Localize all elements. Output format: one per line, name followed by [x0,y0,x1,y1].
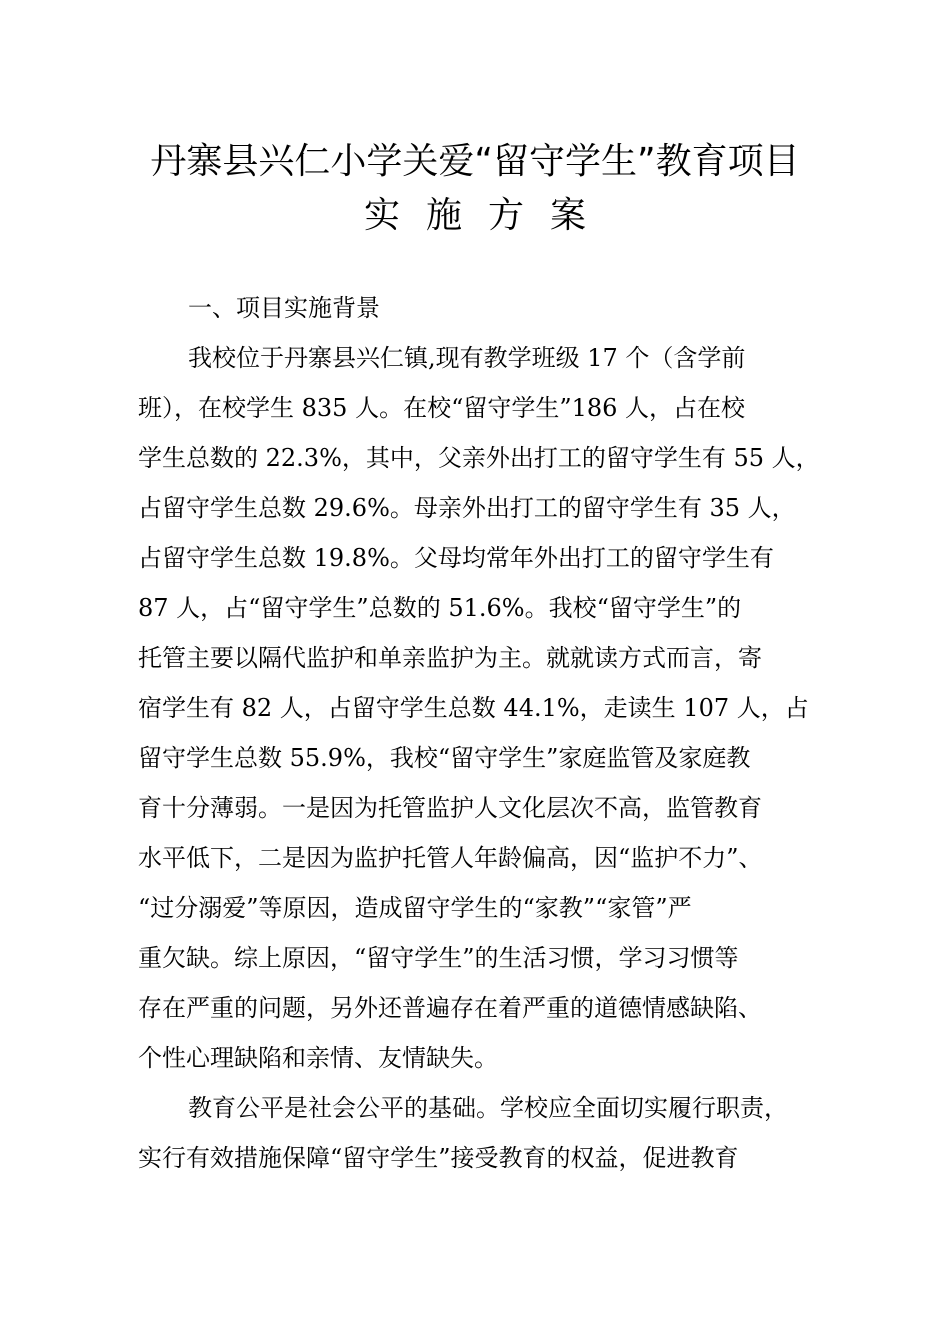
paragraph-1-line: 我校位于丹寨县兴仁镇,现有教学班级 17 个（含学前 [188,344,746,372]
paragraph-2-line: 教育公平是社会公平的基础。学校应全面切实履行职责， [188,1094,788,1122]
paragraph-2-line: 实行有效措施保障“留守学生”接受教育的权益，促进教育 [138,1144,739,1172]
paragraph-1-line: 水平低下，二是因为监护托管人年龄偏高，因“监护不力”、 [138,844,763,872]
paragraph-1-line: 托管主要以隔代监护和单亲监护为主。就就读方式而言，寄 [138,644,762,672]
paragraph-1-line: 87 人，占“留守学生”总数的 51.6%。我校“留守学生”的 [138,594,742,622]
paragraph-1-line: 宿学生有 82 人，占留守学生总数 44.1%，走读生 107 人，占 [138,694,809,722]
paragraph-1-line: “过分溺爱”等原因，造成留守学生的“家教”“家管”严 [138,894,692,922]
paragraph-1-line: 班），在校学生 835 人。在校“留守学生”186 人，占在校 [138,394,746,422]
paragraph-1-line: 重欠缺。综上原因，“留守学生”的生活习惯，学习习惯等 [138,944,739,972]
document-title-line-1: 丹寨县兴仁小学关爱“留守学生”教育项目 [150,141,800,182]
paragraph-1-line: 存在严重的问题，另外还普遍存在着严重的道德情感缺陷、 [138,994,762,1022]
section-heading: 一、项目实施背景 [188,294,380,322]
paragraph-1-line: 占留守学生总数 29.6%。母亲外出打工的留守学生有 35 人， [138,494,796,522]
paragraph-1-line: 占留守学生总数 19.8%。父母均常年外出打工的留守学生有 [138,544,774,572]
paragraph-1-line: 育十分薄弱。一是因为托管监护人文化层次不高，监管教育 [138,794,762,822]
paragraph-1-line: 留守学生总数 55.9%，我校“留守学生”家庭监管及家庭教 [138,744,751,772]
paragraph-1-line: 个性心理缺陷和亲情、友情缺失。 [138,1044,498,1072]
document-title-line-2: 实施方案 [363,195,612,236]
paragraph-1-line: 学生总数的 22.3%，其中，父亲外出打工的留守学生有 55 人， [138,444,820,472]
